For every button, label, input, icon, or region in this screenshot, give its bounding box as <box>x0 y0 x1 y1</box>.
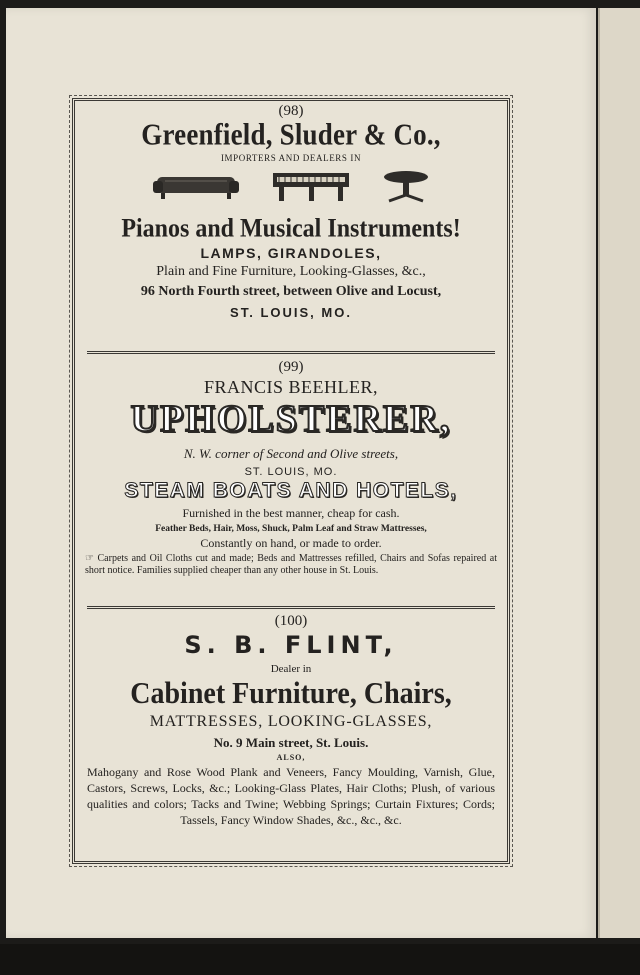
proprietor-name: FRANCIS BEEHLER, <box>203 377 379 397</box>
location-line: N. W. corner of Second and Olive streets, <box>183 446 399 461</box>
dealer-line: Dealer in <box>270 663 312 675</box>
also-label: ALSO, <box>276 753 306 762</box>
notice-text: Carpets and Oil Cloths cut and made; Beds and Mattresses refilled, Chairs and Sofas repaired at short notice. Families supplied cheaper than any other house in St. Louis. <box>85 553 497 576</box>
ad-99 <box>75 359 507 577</box>
mattresses-line: MATTRESSES, LOOKING-GLASSES, <box>149 713 433 730</box>
city-line: ST. LOUIS, MO. <box>244 466 338 478</box>
adjacent-page-edge <box>598 8 640 938</box>
specialty-line: STEAM BOATS AND HOTELS, <box>124 479 458 502</box>
pointing-hand-icon: ☞ <box>85 553 94 564</box>
piano-icon <box>269 169 353 205</box>
mattress-line: Feather Beds, Hair, Moss, Shuck, Palm Leaf and Straw Mattresses, <box>155 524 427 534</box>
headline: Pianos and Musical Instruments! <box>121 214 461 244</box>
lamps-line: LAMPS, GIRANDOLES, <box>200 245 382 261</box>
advertisement-frame <box>72 98 510 864</box>
divider-rule <box>87 606 495 609</box>
ad-98 <box>75 103 507 320</box>
ad-number: (98) <box>278 103 304 119</box>
address-line: 96 North Fourth street, between Olive and Locust, <box>140 284 442 299</box>
ad-100 <box>75 613 507 828</box>
trade-title: UPHOLSTERER, <box>130 398 452 440</box>
sofa-icon <box>151 171 241 203</box>
illustrations <box>75 169 507 213</box>
company-name: Greenfield, Sluder & Co., <box>141 116 441 152</box>
furnished-line: Furnished in the best manner, cheap for cash. <box>182 506 400 520</box>
divider-rule <box>87 351 495 354</box>
headline: Cabinet Furniture, Chairs, <box>130 676 452 711</box>
address-line: No. 9 Main street, St. Louis. <box>213 735 369 750</box>
ad-number: (100) <box>274 613 308 629</box>
subhead: IMPORTERS AND DEALERS IN <box>220 153 362 163</box>
availability-line: Constantly on hand, or made to order. <box>200 536 382 550</box>
scan-background <box>0 944 640 975</box>
book-page <box>6 8 596 938</box>
notice-paragraph <box>75 553 507 577</box>
stool-icon <box>381 169 431 205</box>
furniture-line: Plain and Fine Furniture, Looking-Glasses, &c., <box>156 264 426 279</box>
body-paragraph: Mahogany and Rose Wood Plank and Veneers, Fancy Moulding, Varnish, Glue, Castors, Screws, Locks, &c.; Looking-Glass Plates, Hair Cloths; Plush, of various qualities and colors; Tacks and Twine; Webbing Springs; Curtain Fixtures; Cords; Tassels, Fancy Window Shades, &c., &c., &c. <box>87 765 495 827</box>
city-line: ST. LOUIS, MO. <box>230 305 352 320</box>
ad-number: (99) <box>278 359 304 375</box>
proprietor-name: S. B. FLINT, <box>184 631 398 659</box>
